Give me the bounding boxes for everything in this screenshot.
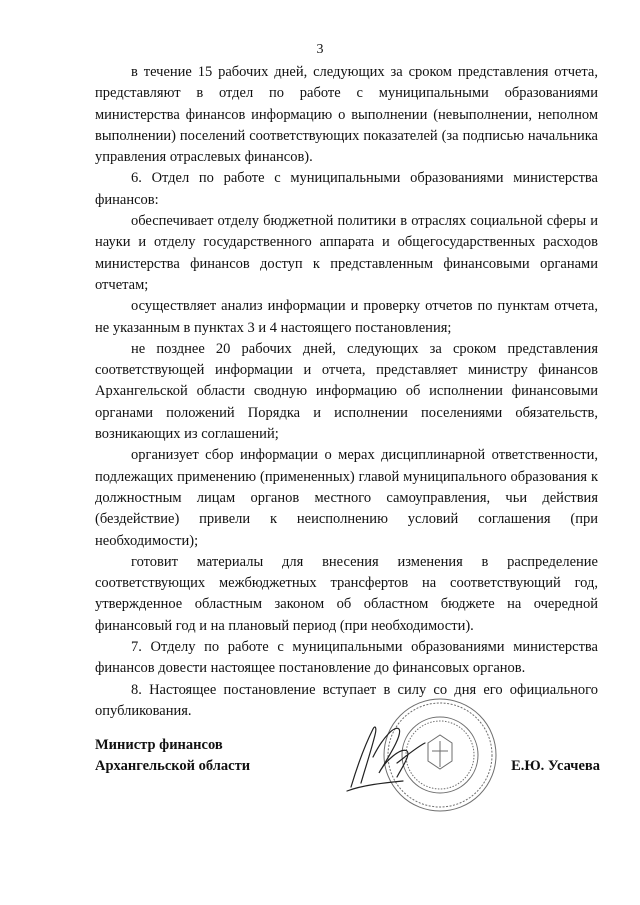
paragraph: организует сбор информации о мерах дисциплинарной ответственности, подлежащих применению (примененных) главой муниципального образования к должностным лицам органов местного самоуправления, чьи действия (бездействие) привели к неисполнению условий соглашения (при необходимости); (95, 447, 598, 549)
document-body (95, 62, 598, 722)
handwritten-signature-icon (343, 717, 438, 797)
page-number: 3 (316, 42, 324, 57)
paragraph: 8. Настоящее постановление вступает в силу со дня его официального опубликования. (95, 681, 598, 719)
signatory-position (95, 735, 250, 777)
paragraph: обеспечивает отделу бюджетной политики в отраслях социальной сферы и науки и отделу государственного аппарата и общегосударственных расходов министерства финансов доступ к представленным финансовыми органами отчетам; (95, 213, 598, 293)
paragraph: 7. Отделу по работе с муниципальными образованиями министерства финансов довести настоящее постановление до финансовых органов. (95, 639, 598, 677)
signatory-name: Е.Ю. Усачева (511, 758, 600, 774)
paragraph: в течение 15 рабочих дней, следующих за сроком представления отчета, представляют в отдел по работе с муниципальными образованиями министерства финансов информацию о выполнении (невыполнении, неполном выполнении) поселений соответствующих показателей (за подписью начальника управления отраслевых финансов). (95, 64, 598, 166)
paragraph: не позднее 20 рабочих дней, следующих за сроком представления соответствующей информации и отчета, представляет министру финансов Архангельской области сводную информацию об исполнении финансовыми органами положений Порядка и исполнении поселениями обязательств, возникающих из соглашений; (95, 340, 598, 443)
paragraph: осуществляет анализ информации и проверку отчетов по пунктам отчета, не указанным в пунктах 3 и 4 настоящего постановления; (95, 298, 598, 336)
paragraph: готовит материалы для внесения изменения в распределение соответствующих межбюджетных трансфертов на соответствующий год, утвержденное областным законом об областном бюджете на очередной финансовый год и на плановый период (при необходимости). (95, 553, 598, 634)
signature-block (95, 735, 600, 855)
position-line: Архангельской области (95, 758, 251, 774)
position-line: Министр финансов (95, 737, 223, 753)
paragraph: 6. Отдел по работе с муниципальными образованиями министерства финансов: (95, 170, 598, 208)
